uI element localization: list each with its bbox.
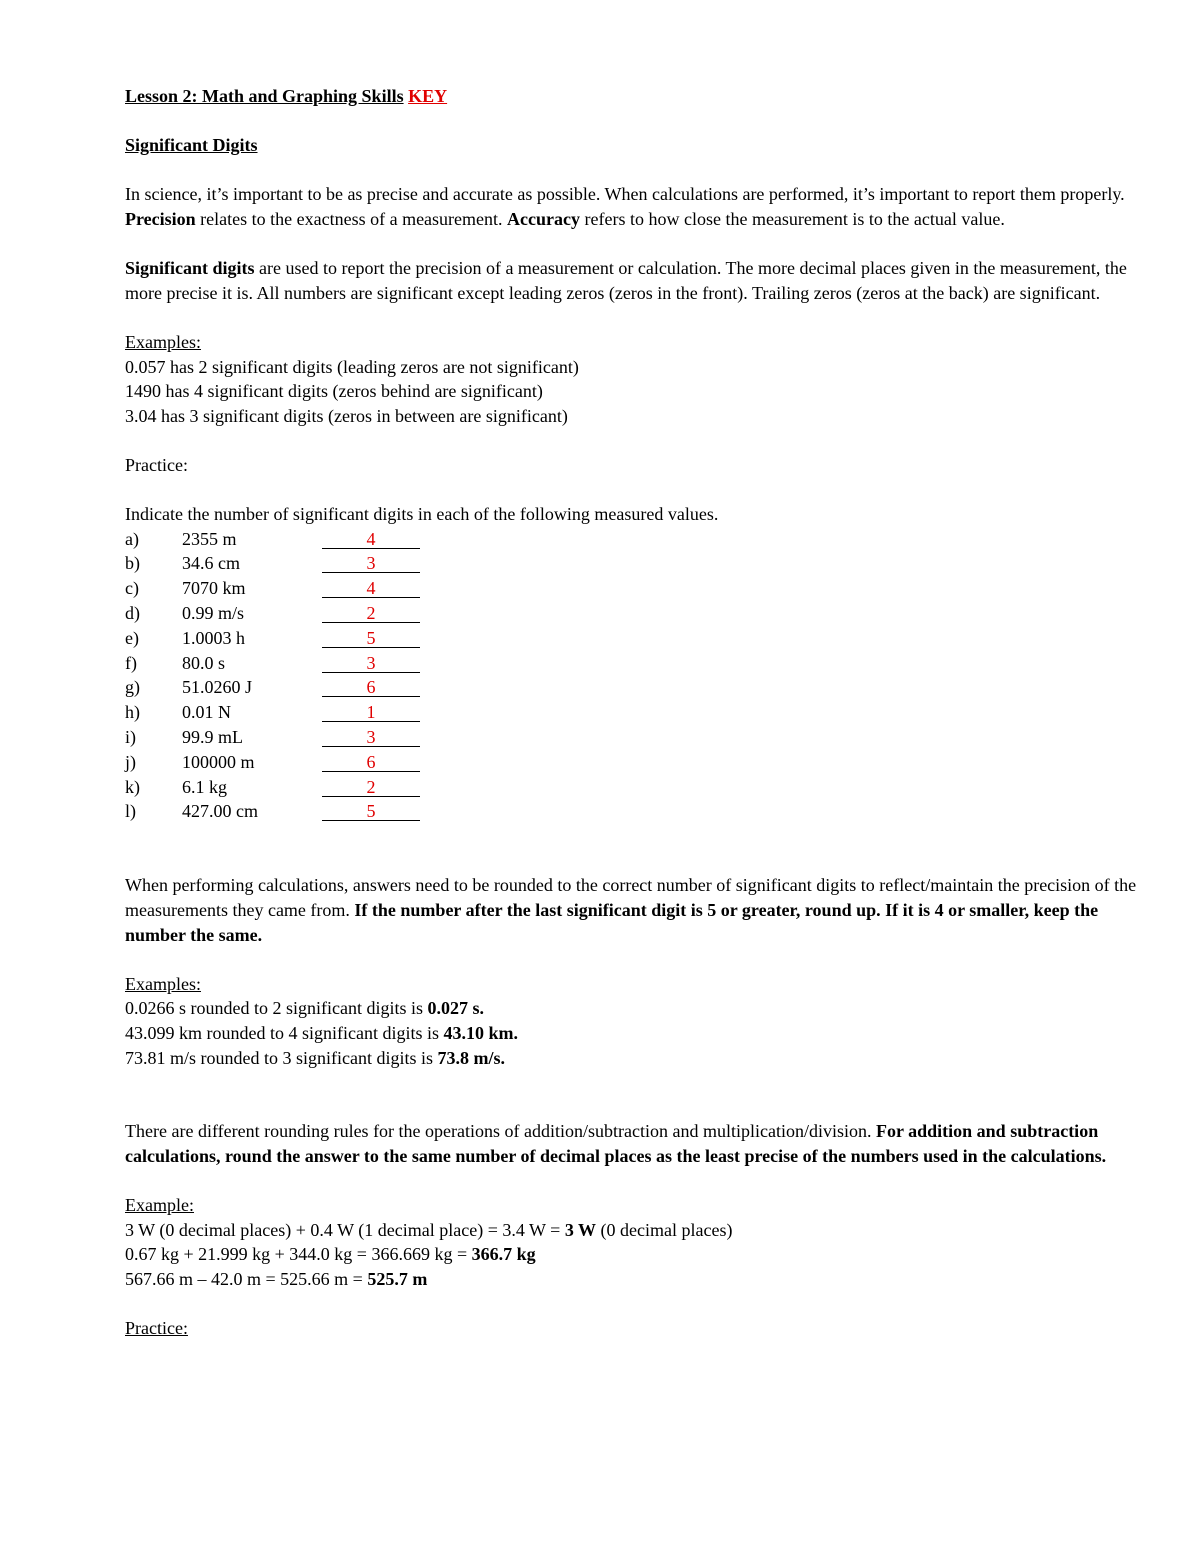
practice-label: Practice: xyxy=(125,454,188,475)
example-line: 3 W (0 decimal places) + 0.4 W (1 decimal place) = 3.4 W = 3 W (0 decimal places) xyxy=(125,1219,733,1240)
intro-paragraph-2: Significant digits are used to report the precision of a measurement or calculation. The more decimal places given in the measurement, the more precise it is. All numbers are significant except leading zeros (zeros in the front). Trailing zeros (zeros at the back) are significant. xyxy=(125,258,1127,303)
example-line: 43.099 km rounded to 4 significant digits is 43.10 km. xyxy=(125,1023,518,1043)
answer-blank[interactable]: 2 xyxy=(322,778,420,797)
practice-item: k) 6.1 kg 2 xyxy=(125,775,1155,800)
example-label: Example: xyxy=(125,1195,194,1216)
answer-blank[interactable]: 3 xyxy=(322,654,420,673)
key-label: KEY xyxy=(408,86,448,106)
example-line: 567.66 m – 42.0 m = 525.66 m = 525.7 m xyxy=(125,1268,428,1289)
answer-blank[interactable]: 6 xyxy=(322,753,420,772)
example-line: 0.0266 s rounded to 2 significant digits is 0.027 s. xyxy=(125,998,484,1019)
answer-blank[interactable]: 3 xyxy=(322,554,420,573)
practice-item: j) 100000 m 6 xyxy=(125,750,1155,775)
example-line: 73.81 m/s rounded to 3 significant digits is 73.8 m/s. xyxy=(125,1047,505,1068)
answer-blank[interactable]: 3 xyxy=(322,728,420,747)
practice-item: g) 51.0260 J 6 xyxy=(125,675,1155,700)
practice-item: d) 0.99 m/s 2 xyxy=(125,601,1155,626)
example-line: 0.67 kg + 21.999 kg + 344.0 kg = 366.669 kg = 366.7 kg xyxy=(125,1244,536,1265)
answer-blank[interactable]: 6 xyxy=(322,678,420,697)
answer-blank[interactable]: 4 xyxy=(322,530,420,549)
answer-blank[interactable]: 4 xyxy=(322,579,420,598)
answer-blank[interactable]: 5 xyxy=(322,629,420,648)
practice-item: c) 7070 km 4 xyxy=(125,576,1155,601)
practice-instruction: Indicate the number of significant digits in each of the following measured values. xyxy=(125,504,719,525)
practice-label: Practice: xyxy=(125,1318,188,1339)
practice-item: f) 80.0 s 3 xyxy=(125,651,1155,676)
practice-item: i) 99.9 mL 3 xyxy=(125,725,1155,750)
practice-item: h) 0.01 N 1 xyxy=(125,700,1155,725)
example-line: 1490 has 4 significant digits (zeros behind are significant) xyxy=(125,381,543,402)
lesson-title: Lesson 2: Math and Graphing Skills KEY xyxy=(125,86,448,106)
addsub-paragraph: There are different rounding rules for the operations of addition/subtraction and multiplication/division. For addition and subtraction calculations, round the answer to the same number of decimal places as the least precise of the numbers used in the calculations. xyxy=(125,1121,1107,1166)
practice-item: b) 34.6 cm 3 xyxy=(125,551,1155,576)
answer-blank[interactable]: 1 xyxy=(322,703,420,722)
answer-blank[interactable]: 5 xyxy=(322,802,420,821)
practice-item: a) 2355 m 4 xyxy=(125,527,1155,552)
section-heading-significant-digits: Significant Digits xyxy=(125,135,258,156)
examples-label: Examples: xyxy=(125,331,201,352)
answer-blank[interactable]: 2 xyxy=(322,604,420,623)
practice-item: l) 427.00 cm 5 xyxy=(125,799,1155,824)
example-line: 3.04 has 3 significant digits (zeros in between are significant) xyxy=(125,405,568,426)
intro-paragraph-1: In science, it’s important to be as precise and accurate as possible. When calculations are performed, it’s important to report them properly. Precision relates to the exactness of a measurement. Accuracy refers to how close the measurement is to the actual value. xyxy=(125,184,1125,229)
practice-list xyxy=(125,527,1155,825)
examples-label: Examples: xyxy=(125,973,201,994)
example-line: 0.057 has 2 significant digits (leading zeros are not significant) xyxy=(125,356,579,377)
rounding-paragraph: When performing calculations, answers need to be rounded to the correct number of significant digits to reflect/maintain the precision of the measurements they came from. If the number after the last significant digit is 5 or greater, round up. If it is 4 or smaller, keep the number the same. xyxy=(125,875,1137,945)
document-page xyxy=(125,84,1155,1341)
practice-item: e) 1.0003 h 5 xyxy=(125,626,1155,651)
